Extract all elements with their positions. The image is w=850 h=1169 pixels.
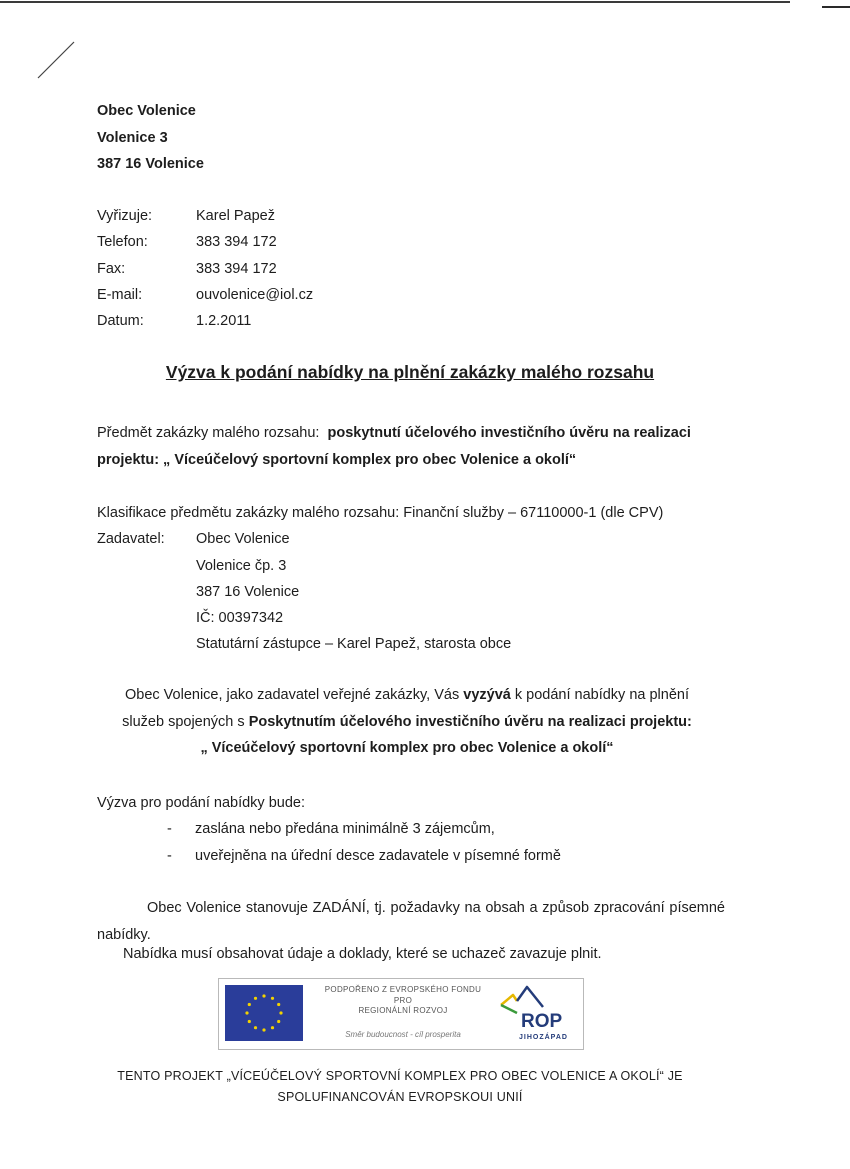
nabidka-text: Nabídka musí obsahovat údaje a doklady, které se uchazeč zavazuje plnit. (123, 946, 602, 962)
contact-label: Datum: (97, 313, 144, 330)
invite-line3-bold: „ Víceúčelový sportovní komplex pro obec Volenice a okolí“ (200, 740, 614, 756)
list-item (167, 816, 561, 842)
sender-city: 387 16 Volenice (97, 156, 204, 172)
logo-line-2: PRO (393, 995, 413, 1005)
pen-mark (36, 40, 76, 80)
eu-star (271, 997, 274, 1000)
eu-star (254, 997, 257, 1000)
contact-row (97, 308, 313, 334)
zadani-paragraph (97, 895, 725, 948)
vyzva-intro: Výzva pro podání nabídky bude: (97, 795, 305, 811)
contact-value: 383 394 172 (196, 260, 277, 277)
contact-row (97, 256, 313, 282)
zadani-text: Obec Volenice stanovuje ZADÁNÍ, tj. požadavky na obsah a způsob zpracování písemné nabídky. (97, 900, 725, 943)
zadavatel-line: 387 16 Volenice (196, 583, 300, 600)
contact-value: 1.2.2011 (196, 313, 252, 330)
zadavatel-line: Obec Volenice (196, 531, 290, 548)
invite-part-1: Obec Volenice, jako zadavatel veřejné zakázky, Vás (124, 687, 460, 703)
sender-name: Obec Volenice (97, 103, 196, 119)
logo-slogan: Směr budoucnost - cíl prosperita (345, 1030, 461, 1039)
logo-caption (311, 985, 495, 1017)
dash-bullet: - (167, 847, 172, 864)
classification-block (97, 500, 663, 658)
dash-bullet: - (167, 821, 172, 838)
subject-bold-2: projektu: „ Víceúčelový sportovní komplex pro obec Volenice a okolí“ (97, 451, 577, 468)
sender-street: Volenice 3 (97, 129, 168, 146)
contact-value: Karel Papež (196, 208, 275, 224)
rop-logo-text: ROP (521, 1011, 563, 1032)
zadavatel-line: IČ: 00397342 (196, 610, 284, 627)
zadavatel-line: Statutární zástupce – Karel Papež, starosta obce (196, 636, 512, 653)
eu-star (262, 1028, 265, 1031)
subject-paragraph (97, 420, 737, 473)
eu-star (277, 1020, 280, 1023)
eu-star (262, 994, 265, 997)
list-item-text: uveřejněna na úřední desce zadavatele v písemné formě (195, 847, 561, 864)
zadavatel-label: Zadavatel: (97, 531, 165, 548)
contact-row (97, 229, 313, 255)
zadavatel-line: Volenice čp. 3 (196, 557, 287, 574)
top-border-line (0, 1, 790, 3)
zadavatel-block (97, 526, 663, 657)
invite-part-2: k podání nabídky na plnění (514, 687, 689, 703)
footer-note (0, 1066, 800, 1108)
contact-row (97, 282, 313, 308)
classification-text: Klasifikace předmětu zakázky malého rozsahu: Finanční služby – 67110000-1 (dle CPV) (97, 505, 664, 521)
logo-line-1: PODPOŘENO Z EVROPSKÉHO FONDU (324, 985, 482, 994)
footer-line-1: TENTO PROJEKT „VÍCEÚČELOVÝ SPORTOVNÍ KOMPLEX PRO OBEC VOLENICE A OKOLÍ“ JE (117, 1069, 683, 1083)
eu-flag-icon (225, 985, 303, 1041)
eu-star (254, 1026, 257, 1029)
eu-star (245, 1011, 248, 1014)
invite-line2-prefix: služeb spojených s (122, 713, 245, 730)
top-border-line-right (822, 6, 850, 8)
list-item-text: zaslána nebo předána minimálně 3 zájemcům, (195, 821, 495, 838)
eu-star (277, 1003, 280, 1006)
vyzva-block (97, 790, 561, 869)
contact-label: Fax: (97, 260, 126, 277)
subject-prefix: Předmět zakázky malého rozsahu: (97, 425, 320, 441)
contact-row (97, 203, 313, 229)
eu-star (279, 1011, 282, 1014)
invite-bold-word: vyzývá (463, 687, 511, 703)
contact-value: 383 394 172 (196, 234, 277, 251)
subject-bold-1: poskytnutí účelového investičního úvěru na realizaci (327, 425, 691, 441)
invitation-paragraph (97, 682, 717, 762)
list-item (167, 843, 561, 869)
eu-star (271, 1026, 274, 1029)
contact-value: ouvolenice@iol.cz (196, 286, 314, 303)
document-title: Výzva k podání nabídky na plnění zakázky malého rozsahu (165, 362, 655, 382)
eu-star (248, 1003, 251, 1006)
invite-line2-bold: Poskytnutím účelového investičního úvěru na realizaci projektu: (248, 713, 692, 730)
contact-label: Telefon: (97, 234, 148, 251)
contact-label: E-mail: (97, 286, 143, 303)
logo-line-3: REGIONÁLNÍ ROZVOJ (358, 1006, 448, 1015)
footer-line-2: SPOLUFINANCOVÁN EVROPSKOUI UNIÍ (277, 1090, 523, 1104)
eu-star (248, 1020, 251, 1023)
rop-logo-subtext: JIHOZÁPAD (519, 1034, 568, 1041)
sender-address (97, 98, 204, 178)
contact-block (97, 203, 313, 334)
eu-funding-logo (218, 978, 584, 1050)
contact-label: Vyřizuje: (97, 208, 153, 224)
